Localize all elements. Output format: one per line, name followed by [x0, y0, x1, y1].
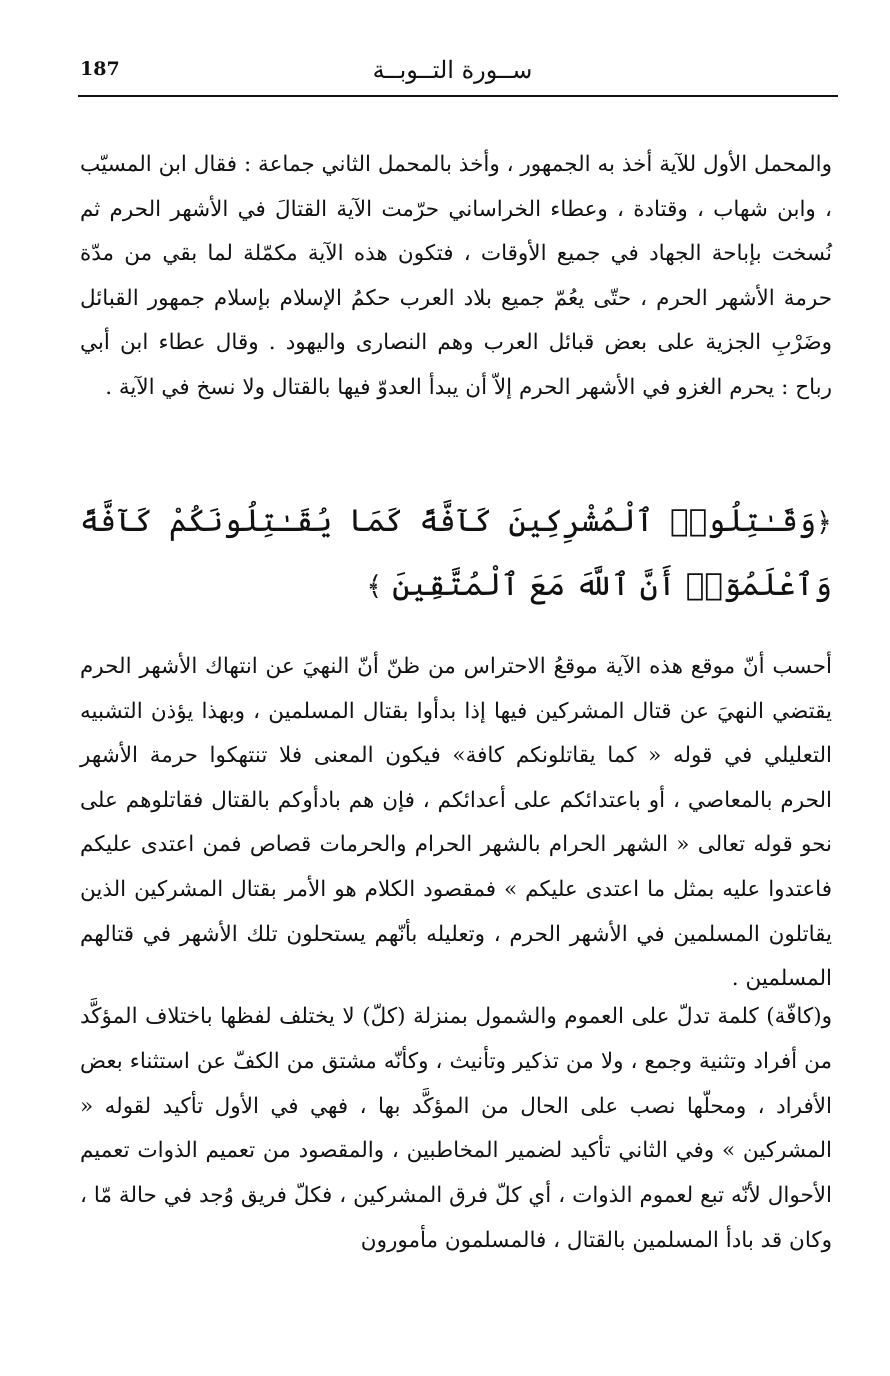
paragraph-1: والمحمل الأول للآية أخذ به الجمهور ، وأخذ بالمحمل الثاني جماعة : فقال ابن المسيّب ، وابن شهاب ، وقتادة ، وعطاء الخراساني حرّمت الآية القتالَ في الأشهر الحرم ثم نُسخت بإباحة الجهاد في جميع الأوقات ، فتكون هذه الآية مكمّلة لما بقي من مدّة حرمة الأشهر الحرم ، حتّى يعُمّ جميع بلاد العرب حكمُ الإسلام بإسلام جمهور القبائل وضَرْبِ الجزية على بعض قبائل العرب وهم النصارى واليهود . وقال عطاء ابن أبي رباح : يحرم الغزو في الأشهر الحرم إلاّ أن يبدأ العدوّ فيها بالقتال ولا نسخ في الآية .	[80, 152, 832, 400]
paragraph-2: أحسب أنّ موقع هذه الآية موقعُ الاحتراس من ظنّ أنّ النهيَ عن انتهاك الأشهر الحرم يقتضي النهيَ عن قتال المشركين فيها إذا بدأوا بقتال المسلمين ، وبهذا يؤذن التشبيه التعليلي في قوله « كما يقاتلونكم كافة» فيكون المعنى فلا تنتهكوا حرمة الأشهر الحرم بالمعاصي ، أو باعتدائكم على أعدائكم ، فإن هم بادأوكم بالقتال فقاتلوهم على نحو قوله تعالى « الشهر الحرام بالشهر الحرام والحرمات قصاص فمن اعتدى عليكم فاعتدوا عليه بمثل ما اعتدى عليكم » فمقصود الكلام هو الأمر بقتال المشركين الذين يقاتلون المسلمين في الأشهر الحرم ، وتعليله بأنّهم يستحلون تلك الأشهر في قتالهم المسلمين .	[80, 654, 832, 992]
page-number: 187	[80, 58, 120, 80]
page-header	[80, 56, 825, 96]
verse-text: وَقَـٰتِلُوا۟ ٱلْمُشْرِكِينَ كَآفَّةً كَمَا يُقَـٰتِلُونَكُمْ كَآفَّةً وَٱعْلَمُوٓا۟ أَنَّ ٱللَّهَ مَعَ ٱلْمُتَّقِينَ	[80, 503, 832, 603]
running-title: ســورة التــوبــة	[372, 56, 533, 84]
verse-close-bracket: ﴾	[366, 571, 383, 602]
header-rule	[78, 95, 838, 97]
paragraph-3: و(كافّة) كلمة تدلّ على العموم والشمول بمنزلة (كلّ) لا يختلف لفظها باختلاف المؤكَّد من أفراد وتثنية وجمع ، ولا من تذكير وتأنيث ، وكأنّه مشتق من الكفّ عن استثناء بعض الأفراد ، ومحلّها نصب على الحال من المؤكَّد بها ، فهي في الأول تأكيد لقوله « المشركين » وفي الثاني تأكيد لضمير المخاطبين ، والمقصود من تعميم الذوات تعميم الأحوال لأنّه تبع لعموم الذوات ، أي كلّ فرق المشركين ، فكلّ فريق وُجد في حالة مّا ، وكان قد بادأ المسلمين بالقتال ، فالمسلمون مأمورون	[80, 1004, 832, 1253]
verse-open-bracket: ﴿	[816, 507, 832, 538]
quran-verse	[80, 490, 832, 618]
